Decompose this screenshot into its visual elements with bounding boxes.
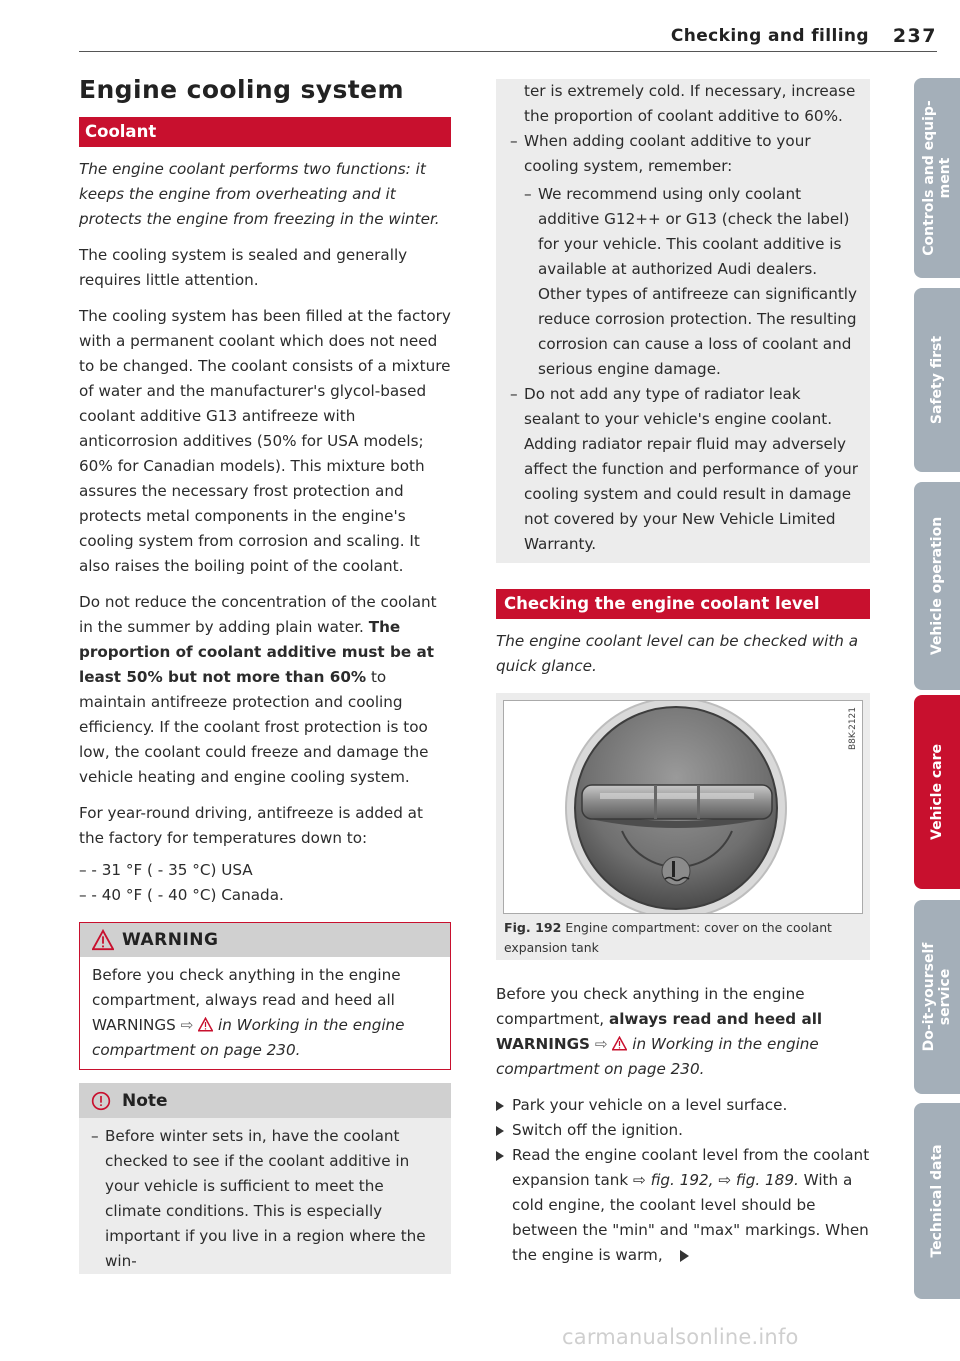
note-dash: – <box>91 1127 99 1145</box>
temp-canada: – - 40 °F ( - 40 °C) Canada. <box>79 886 284 904</box>
step-read-level <box>496 1143 870 1268</box>
right-column <box>496 79 870 1268</box>
continue-arrow-icon <box>680 1250 689 1262</box>
step-bullet-icon <box>496 1126 504 1136</box>
warning-text-b: in Working in the engine compartment on page 230. <box>92 1016 405 1059</box>
figure-label: Fig. 192 <box>504 920 562 935</box>
note-cont-text: ter is extremely cold. If necessary, increase the proportion of coolant additive to 60%. <box>524 82 856 125</box>
note-item-text: Before winter sets in, have the coolant checked to see if the coolant additive in your vehicle is sufficient to meet the climate conditions. This is especially important if you live in a region where the win- <box>105 1127 426 1270</box>
note-dash-2: – <box>510 132 518 150</box>
tab-vehicle-operation[interactable] <box>914 482 960 690</box>
fig-192-link[interactable]: ⇨ fig. 192, <box>633 1171 714 1189</box>
note-body <box>79 1118 451 1274</box>
step-park-text: Park your vehicle on a level surface. <box>512 1096 788 1114</box>
step-read-text-a: Read the engine coolant level from the coolant expansion tank <box>512 1146 870 1189</box>
note-header <box>79 1083 451 1118</box>
tab-technical-data[interactable] <box>914 1103 960 1299</box>
step-ignition-text: Switch off the ignition. <box>512 1121 684 1139</box>
figure-caption <box>503 914 863 960</box>
note-item-sealant-text: Do not add any type of radiator leak sealant to your vehicle's engine coolant. Adding radiator repair fluid may adversely affect the function and performance of your cooling system and could result in damage not covered by your New Vehicle Limited Warranty. <box>524 385 858 553</box>
figure-192 <box>496 693 870 960</box>
tab-label-line1: Do-it-yourself <box>921 942 937 1052</box>
tab-do-it-yourself-service[interactable] <box>914 900 960 1094</box>
figure-caption-text: Engine compartment: cover on the coolant expansion tank <box>504 920 832 955</box>
tab-label: Vehicle operation <box>929 516 945 656</box>
coolant-intro: The engine coolant performs two functions: it keeps the engine from overheating and it protects the engine from freezing in the winter. <box>79 160 440 228</box>
before-check-triangle-icon <box>612 1036 627 1051</box>
page-number: 237 <box>892 25 937 47</box>
watermark: carmanualsonline.info <box>562 1325 799 1349</box>
paragraph-factory-fill: The cooling system has been filled at the factory with a permanent coolant which does not need to be changed. The coolant consists of a mixture of water and the manufacturer's glycol-based coolant additive G13 antifreeze with anticorrosion additives (50% for USA models; 60% for Canadian models). This mixture both assures the necessary frost protection and protects metal components in the engine's cooling system from corrosion and scaling. It also raises the boiling point of the coolant. <box>79 307 451 575</box>
step-bullet-icon <box>496 1101 504 1111</box>
before-check-text-a: Before you check anything in the engine compartment, <box>496 985 805 1028</box>
warning-label: WARNING <box>122 930 219 950</box>
warning-box <box>79 922 451 1070</box>
note-continuation <box>496 79 870 563</box>
step-ignition <box>496 1118 870 1143</box>
coolant-heading: Coolant <box>79 117 451 147</box>
note-item-sealant <box>510 382 860 557</box>
concentration-text-a: Do not reduce the concentration of the coolant in the summer by adding plain water. <box>79 593 437 636</box>
page-title: Engine cooling system <box>79 75 404 104</box>
before-check-text-c: in Working in the engine compartment on page 230. <box>496 1035 819 1078</box>
warning-ref-arrow[interactable]: ⇨ <box>180 1016 194 1034</box>
coolant-level-intro: The engine coolant level can be checked with a quick glance. <box>496 632 859 675</box>
coolant-cap-illustration <box>504 701 863 914</box>
tab-label-line1: Controls and equip- <box>921 100 937 256</box>
tab-label: Vehicle care <box>929 744 945 840</box>
paragraph-before-check <box>496 982 870 1082</box>
before-check-ref-arrow[interactable]: ⇨ <box>594 1035 608 1053</box>
step-park <box>496 1093 870 1118</box>
note-label: Note <box>122 1090 168 1111</box>
tab-label-line2: ment <box>937 157 953 199</box>
step-read-text-b: With a cold engine, the coolant level should be between the "min" and "max" markings. When the engine is warm, <box>512 1171 869 1264</box>
temp-usa: – - 31 °F ( - 35 °C) USA <box>79 861 253 879</box>
section-title: Checking and filling <box>670 26 869 46</box>
running-header <box>79 24 937 52</box>
figure-image <box>503 700 863 914</box>
paragraph-sealed: The cooling system is sealed and generally requires little attention. <box>79 246 408 289</box>
tab-label: Safety first <box>929 335 945 425</box>
figure-code: B8K-2121 <box>848 707 858 751</box>
paragraph-concentration <box>79 590 451 790</box>
note-dash-4: – <box>510 385 518 403</box>
warning-body <box>80 957 450 1069</box>
note-item-winter <box>91 1124 439 1274</box>
note-box <box>79 1083 451 1274</box>
note-item-adding-text: When adding coolant additive to your cooling system, remember: <box>524 132 811 175</box>
warning-text-a: Before you check anything in the engine compartment, always read and heed all WARNINGS <box>92 966 401 1034</box>
tab-controls-and-equipment[interactable] <box>914 78 960 278</box>
step-bullet-icon <box>496 1151 504 1161</box>
warning-header <box>80 922 450 957</box>
before-check-bold: always read and heed all WARNINGS <box>496 1010 823 1053</box>
paragraph-year-round: For year-round driving, antifreeze is added at the factory for temperatures down to: <box>79 804 423 847</box>
note-info-icon <box>91 1091 111 1111</box>
warning-triangle-icon <box>92 929 114 951</box>
note-subitem-recommend <box>524 182 860 382</box>
tab-safety-first[interactable] <box>914 288 960 472</box>
warning-text <box>92 963 438 1063</box>
fig-189-link[interactable]: ⇨ fig. 189. <box>718 1171 799 1189</box>
left-column <box>79 75 451 1274</box>
tab-label-line2: service <box>937 968 953 1026</box>
note-subitem-text: We recommend using only coolant additive G12++ or G13 (check the label) for your vehicle. This coolant additive is available at authorized Audi dealers. Other types of antifreeze can significantly reduce corrosion protection. The resulting corrosion can cause a loss of coolant and serious engine damage. <box>538 185 858 378</box>
tab-vehicle-care[interactable] <box>914 695 960 889</box>
concentration-bold: The proportion of coolant additive must be at least 50% but not more than 60% <box>79 618 434 686</box>
concentration-text-c: to maintain antifreeze protection and cooling efficiency. If the coolant frost protection is too low, the coolant could freeze and damage the vehicle heating and engine cooling system. <box>79 668 429 786</box>
tab-label: Technical data <box>929 1144 945 1258</box>
note-item-adding <box>510 129 860 179</box>
note-dash-3: – <box>524 185 532 203</box>
coolant-level-heading: Checking the engine coolant level <box>496 589 870 619</box>
warning-ref-triangle-icon <box>198 1017 213 1032</box>
